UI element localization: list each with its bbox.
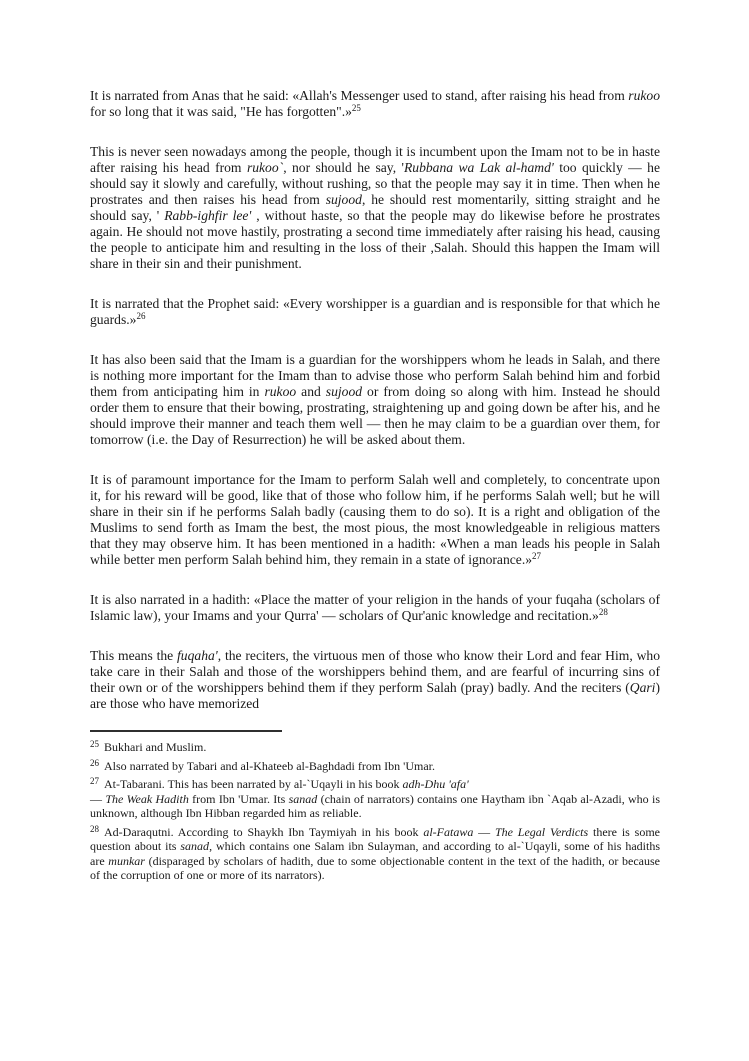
text-run: At-Tabarani. This has been narrated by al-`Uqayli in his book (104, 777, 403, 791)
text-run: Qari (629, 680, 656, 695)
text-run: or from doing so along with him. Instead he should order them to ensure that their bowing, prostrating, straightening up and going down be after his, and he should improve their manner and teach them well — then he may claim to be a guardian over them, for tomorrow (i.e. the Day of Resurrection) he will be asked about them. (90, 384, 660, 447)
text-run: rukoo (264, 384, 297, 399)
footnote-marker: 27 (90, 776, 99, 786)
paragraph-imam-guardian (90, 352, 660, 448)
text-run: It is of paramount importance for the Imam to perform Salah well and completely, to concentrate upon it, for his reward will be good, like that of those who follow him, if he performs Salah well; but he will share in their sin if he performs Salah badly (causing them to do so). It is a right and obligation of the Muslims to send forth as Imam the best, the most pious, the most knowledgeable in religious matters that they may observe him. It has been mentioned in a hadith: «When a man leads his people in Salah while better men perform Salah behind him, they remain in a state of ignorance.» (90, 472, 660, 567)
footnotes-section (90, 740, 660, 883)
text-run: — (90, 791, 106, 806)
paragraph-fuqaha-meaning (90, 648, 660, 712)
footnote-26 (90, 759, 660, 774)
text-run: too quickly — he should say it slowly and carefully, without rushing, so that the people may say it in time. Then when he prostrates and then raises his head from (90, 160, 661, 207)
paragraph-hadith-fuqaha (90, 592, 660, 624)
footnote-marker: 26 (90, 757, 99, 768)
paragraph-imam-haste (90, 144, 660, 272)
text-run: 28 (598, 607, 608, 617)
text-run: 27 (532, 551, 542, 561)
text-run: and (296, 384, 326, 399)
text-run: rukoo (628, 88, 660, 103)
text-run: fuqaha' (177, 648, 218, 663)
text-run: It is narrated that the Prophet said: «Every worshipper is a guardian and is responsible for that which he guards.» (90, 296, 660, 327)
footnote-marker: 28 (90, 823, 99, 834)
text-run: It is narrated from Anas that he said: «Allah's Messenger used to stand, after raising his head from (90, 88, 629, 103)
text-run: sujood (325, 384, 363, 399)
page-body (90, 88, 660, 887)
text-run: , without haste, so that the people may do likewise before he prostrates again. He should not move hastily, prostrating a second time immediately after raising his head, causing the people to anticipate him and resulting in the loss of their ,Salah. Should this happen the Imam will share in their sin and their punishment. (90, 208, 660, 271)
text-run: (chain of narrators) contains one Haytham ibn `Aqab al-Azadi, who is unknown, although Ibn Hibban regarded him as reliable. (90, 791, 661, 820)
text-run: from Ibn 'Umar. Its (188, 791, 289, 806)
footnote-28 (90, 825, 660, 883)
text-run: sanad (180, 839, 210, 853)
text-run: 26 (136, 311, 146, 321)
text-run: ) are those who have memorized (90, 680, 660, 711)
text-run: al-Fatawa (423, 824, 474, 839)
paragraph-hadith-anas (90, 88, 660, 120)
text-run: The Weak Hadith (105, 791, 189, 806)
text-run: rukoo` (246, 160, 284, 175)
text-run: munkar (108, 853, 145, 868)
text-run: Bukhari and Muslim. (104, 740, 207, 754)
text-run: — (473, 824, 495, 839)
text-run: It has also been said that the Imam is a guardian for the worshippers whom he leads in Salah, and there is nothing more important for the Imam than to advise those who perform Salah behind him and forbid them from anticipating him in (90, 352, 660, 399)
text-run: It is also narrated in a hadith: «Place the matter of your religion in the hands of your fuqaha (scholars of Islamic law), your Imams and your Qurra' — scholars of Qur'anic knowledge and recitation.» (90, 592, 660, 623)
footnote-text (104, 740, 206, 754)
text-run: sanad (288, 791, 318, 806)
text-run: Rabb-ighfir lee' (164, 208, 252, 223)
text-run: , he should rest momentarily, sitting straight and he should say, ' (90, 192, 661, 223)
footnote-27 (90, 777, 660, 821)
footnote-25 (90, 740, 660, 755)
text-run: , the reciters, the virtuous men of those who know their Lord and fear Him, who take care in their Salah and those of the worshippers behind them, and are fearful of incurring sins of their own or of the worshippers behind them if they perform Salah (pray) badly. And the reciters ( (90, 648, 660, 695)
text-run: The Legal Verdicts (494, 824, 589, 839)
text-run: , nor should he say, ' (283, 160, 404, 175)
text-run: Rubbana wa Lak al-hamd' (403, 160, 554, 175)
text-run: for so long that it was said, "He has forgotten".» (90, 104, 352, 119)
text-run: Also narrated by Tabari and al-Khateeb al-Baghdadi from Ibn 'Umar. (104, 758, 435, 773)
text-run: (disparaged by scholars of hadith, due to some objectionable content in the text of the hadith, or because of the corruption of one or more of its narrators). (90, 853, 660, 882)
text-run: 25 (351, 103, 361, 113)
text-run: Ad-Daraqutni. According to Shaykh Ibn Taymiyah in his book (104, 824, 424, 839)
footnote-separator (90, 730, 282, 732)
paragraph-hadith-guardian (90, 296, 660, 328)
text-run: there is some question about its (90, 824, 660, 853)
footnote-marker: 25 (90, 739, 99, 749)
text-run: This is never seen nowadays among the people, though it is incumbent upon the Imam not to be in haste after raising his head from (90, 144, 660, 175)
text-run: , which contains one Salam ibn Sulayman, and according to al-`Uqayli, some of his hadiths are (90, 839, 660, 868)
text-run: adh-Dhu 'afa' (402, 777, 469, 791)
text-run: This means the (90, 648, 178, 663)
footnote-text (90, 777, 660, 820)
paragraph-imam-importance (90, 472, 660, 568)
footnote-text (104, 759, 435, 773)
footnote-text (90, 825, 660, 883)
text-run: sujood (325, 192, 362, 207)
